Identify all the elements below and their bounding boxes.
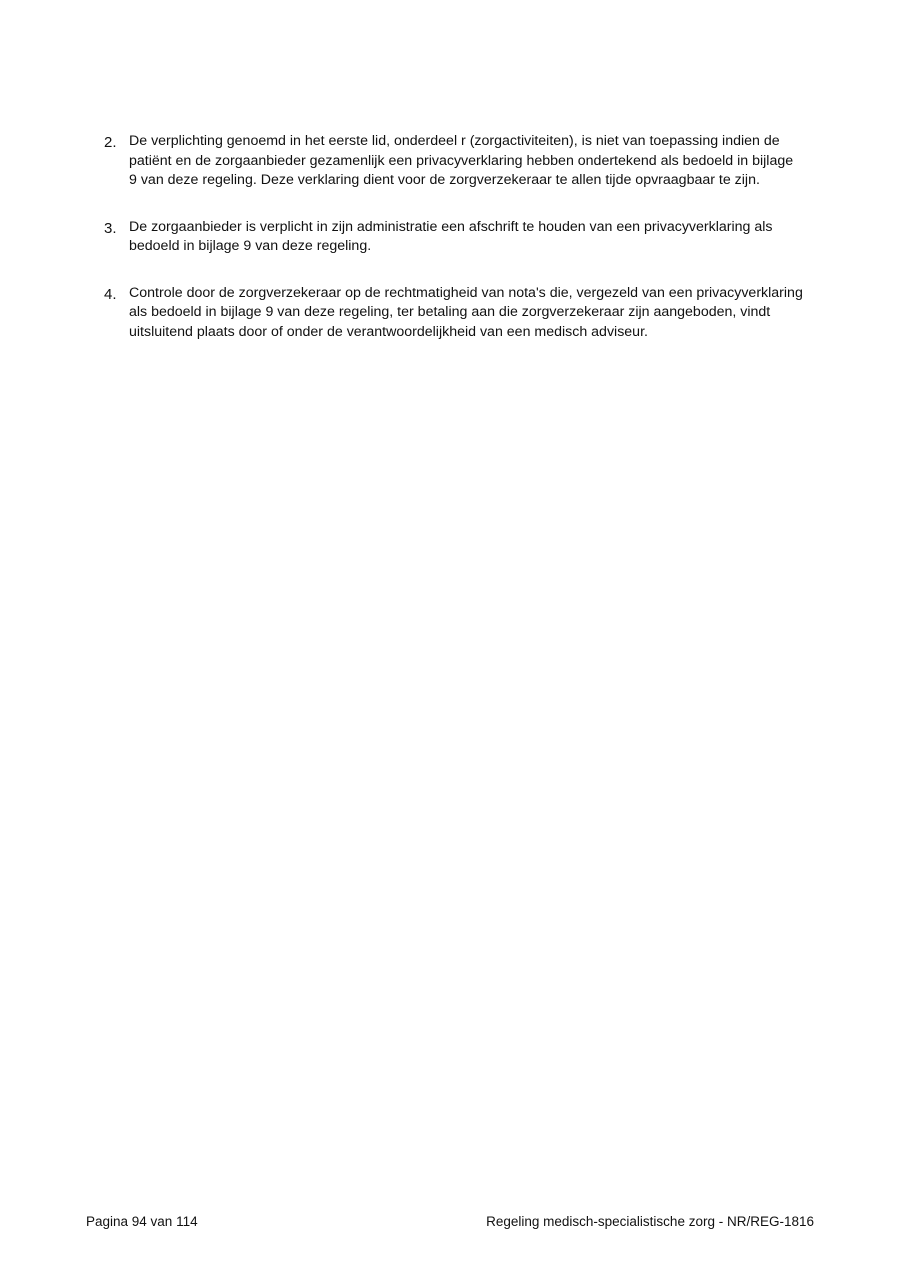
clause-item <box>104 218 804 257</box>
clause-text: De zorgaanbieder is verplicht in zijn administratie een afschrift te houden van een privacyverklaring als bedoeld in bijlage 9 van deze regeling. <box>129 218 773 254</box>
clause-number: 2. <box>104 134 117 151</box>
clause-item <box>104 284 804 343</box>
clause-text: De verplichting genoemd in het eerste lid, onderdeel r (zorgactiviteiten), is niet van toepassing indien de patiënt en de zorgaanbieder gezamenlijk een privacyverklaring hebben ondertekend als bedoeld in bijlage 9 van deze regeling. Deze verklaring dient voor de zorgverzekeraar te allen tijde opvraagbaar te zijn. <box>129 133 794 188</box>
clause-number: 4. <box>104 285 117 303</box>
clause-list <box>104 132 804 369</box>
page-number-label: Pagina 94 van 114 <box>86 1214 198 1229</box>
clause-number: 3. <box>104 219 117 237</box>
clause-text: Controle door de zorgverzekeraar op de rechtmatigheid van nota's die, vergezeld van een privacyverklaring als bedoeld in bijlage 9 van deze regeling, ter betaling aan die zorgverzekeraar zijn aangeboden, vindt uitsluitend plaats door of onder de verantwoordelijkheid van een medisch adviseur. <box>129 284 803 340</box>
document-title-footer: Regeling medisch-specialistische zorg - NR/REG-1816 <box>486 1214 814 1229</box>
clause-item <box>104 132 804 191</box>
